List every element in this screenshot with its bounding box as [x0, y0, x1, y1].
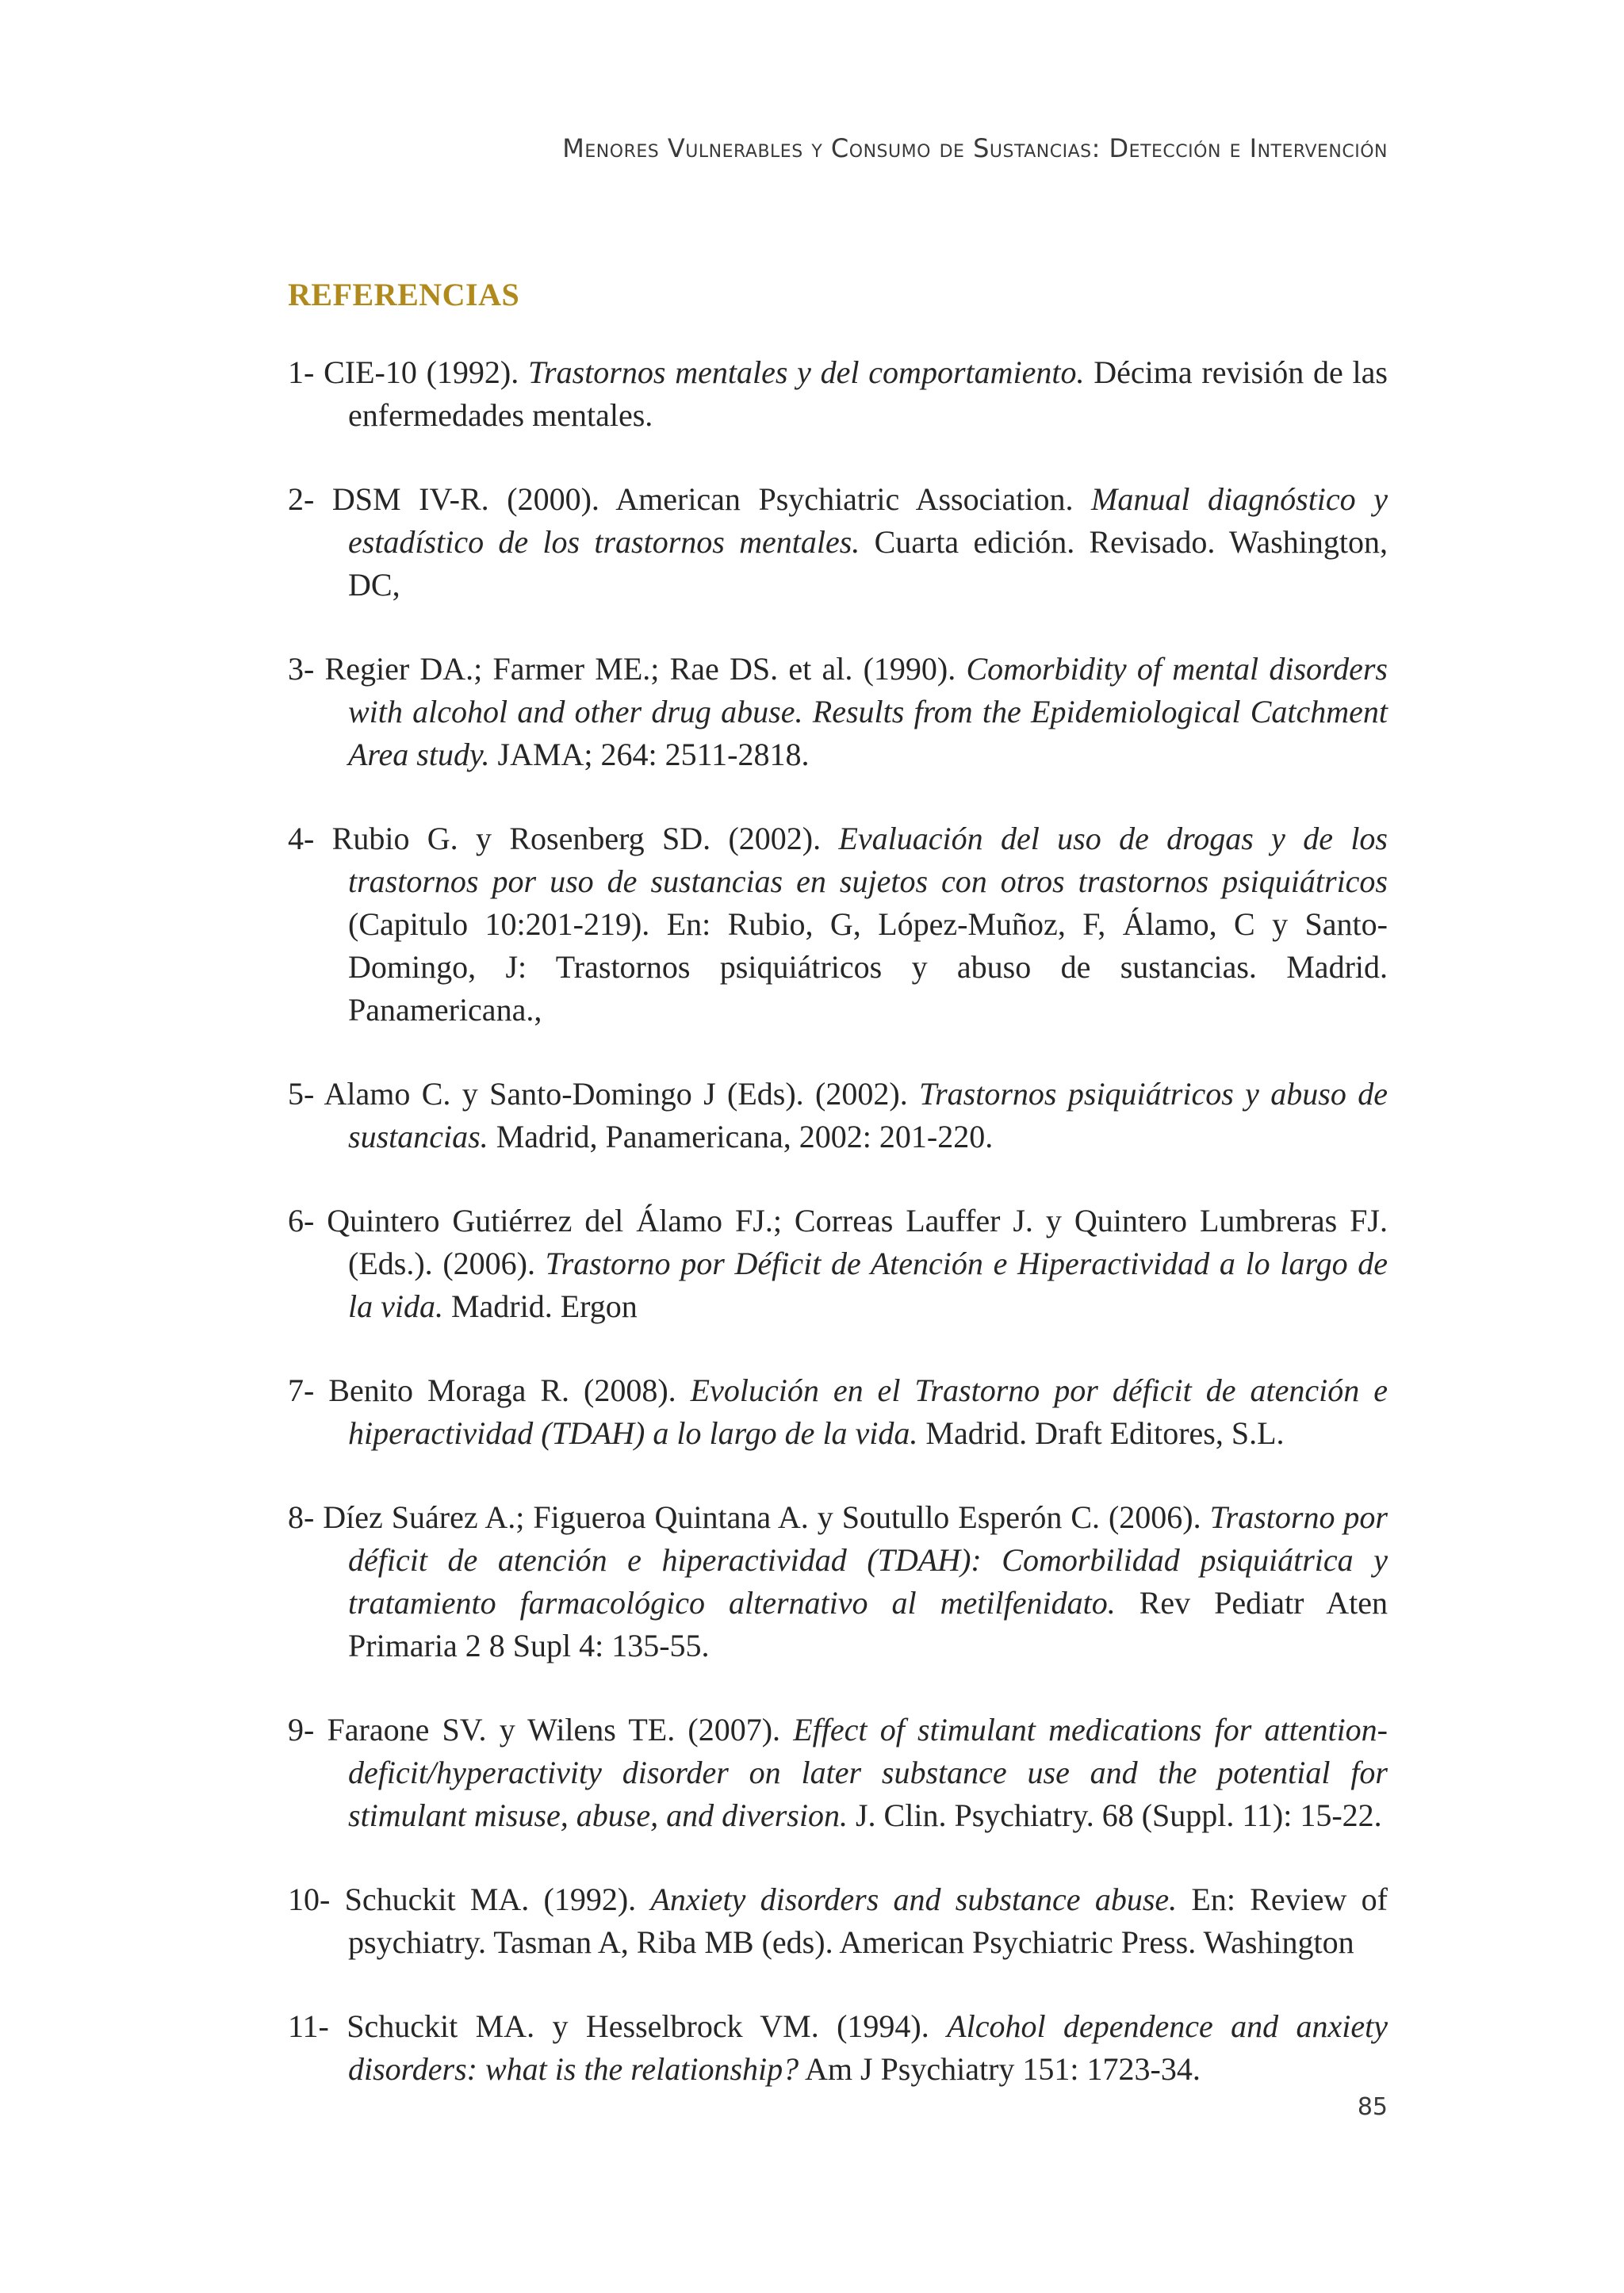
reference-title: Trastorno por déficit de atención e hiperactividad (TDAH): Comorbilidad psiquiátrica y tratamiento farmacológico alternativo al metilfenidato.	[348, 1499, 1388, 1621]
reference-item	[288, 648, 1388, 776]
reference-source: Décima revisión de las enfermedades mentales.	[348, 354, 1388, 433]
reference-text: 3- Regier DA.; Farmer ME.; Rae DS. et al. (1990).	[288, 651, 967, 687]
reference-text: 8- Díez Suárez A.; Figueroa Quintana A. y Soutullo Esperón C. (2006).	[288, 1499, 1210, 1535]
reference-source: Am J Psychiatry 151: 1723-34.	[799, 2051, 1201, 2087]
reference-title: Trastorno por Déficit de Atención e Hiperactividad a lo largo de la vida.	[348, 1246, 1388, 1324]
reference-item	[288, 1369, 1388, 1455]
page-content	[288, 276, 1388, 2132]
reference-source: (Capitulo 10:201-219). En: Rubio, G, López-Muñoz, F, Álamo, C y Santo-Domingo, J: Trastornos psiquiátricos y abuso de sustancias. Madrid. Panamericana.,	[348, 906, 1388, 1028]
reference-text: 7- Benito Moraga R. (2008).	[288, 1372, 691, 1408]
reference-title: Manual diagnóstico y estadístico de los trastornos mentales.	[348, 481, 1388, 560]
reference-item	[288, 1073, 1388, 1158]
reference-item	[288, 2005, 1388, 2091]
reference-title: Comorbidity of mental disorders with alcohol and other drug abuse. Results from the Epidemiological Catchment Area study.	[348, 651, 1388, 772]
reference-source: En: Review of psychiatry. Tasman A, Riba MB (eds). American Psychiatric Press. Washington	[348, 1881, 1388, 1960]
reference-source: Madrid, Panamericana, 2002: 201-220.	[488, 1119, 994, 1154]
reference-text: 10- Schuckit MA. (1992).	[288, 1881, 651, 1917]
reference-text: 9- Faraone SV. y Wilens TE. (2007).	[288, 1712, 794, 1748]
reference-title: Effect of stimulant medications for attention-deficit/hyperactivity disorder on later substance use and the potential for stimulant misuse, abuse, and diversion.	[348, 1712, 1388, 1833]
reference-title: Evaluación del uso de drogas y de los trastornos por uso de sustancias en sujetos con otros trastornos psiquiátricos	[348, 821, 1388, 899]
reference-source: Cuarta edición. Revisado. Washington, DC,	[348, 524, 1388, 603]
section-title: REFERENCIAS	[288, 277, 520, 312]
reference-item	[288, 351, 1388, 437]
reference-item	[288, 1709, 1388, 1837]
reference-title: Trastornos psiquiátricos y abuso de sustancias.	[348, 1076, 1388, 1154]
reference-source: Madrid. Draft Editores, S.L.	[917, 1415, 1285, 1451]
reference-source: Rev Pediatr Aten Primaria 2 8 Supl 4: 135-55.	[348, 1585, 1388, 1663]
page-number: 85	[1357, 2093, 1388, 2121]
reference-title: Anxiety disorders and substance abuse.	[650, 1881, 1178, 1917]
reference-source: Madrid. Ergon	[442, 1288, 638, 1324]
reference-source: JAMA; 264: 2511-2818.	[489, 737, 810, 772]
reference-text: 2- DSM IV-R. (2000). American Psychiatric Association.	[288, 481, 1092, 517]
reference-source: J. Clin. Psychiatry. 68 (Suppl. 11): 15-22.	[847, 1797, 1382, 1833]
reference-text: 4- Rubio G. y Rosenberg SD. (2002).	[288, 821, 839, 856]
reference-title: Alcohol dependence and anxiety disorders: what is the relationship?	[348, 2008, 1388, 2087]
reference-text: 5- Alamo C. y Santo-Domingo J (Eds). (2002).	[288, 1076, 920, 1112]
reference-item	[288, 1878, 1388, 1964]
reference-item	[288, 1200, 1388, 1328]
running-header: Menores Vulnerables y Consumo de Sustancias: Detección e Intervención	[562, 133, 1388, 163]
reference-item	[288, 817, 1388, 1032]
reference-text: 11- Schuckit MA. y Hesselbrock VM. (1994).	[288, 2008, 948, 2044]
reference-title: Trastornos mentales y del comportamiento.	[528, 354, 1085, 390]
reference-text: 6- Quintero Gutiérrez del Álamo FJ.; Correas Lauffer J. y Quintero Lumbreras FJ. (Eds.). (2006).	[288, 1203, 1388, 1281]
reference-item	[288, 1496, 1388, 1667]
reference-item	[288, 478, 1388, 607]
reference-title: Evolución en el Trastorno por déficit de atención e hiperactividad (TDAH) a lo largo de la vida.	[348, 1372, 1388, 1451]
reference-text: 1- CIE-10 (1992).	[288, 354, 529, 390]
reference-list	[288, 351, 1388, 2091]
